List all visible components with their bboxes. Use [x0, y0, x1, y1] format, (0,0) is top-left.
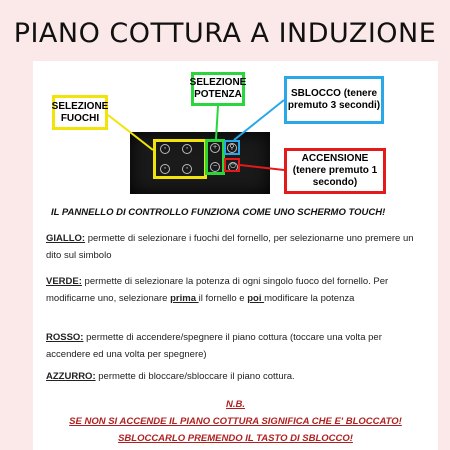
nb-heading: N.B.	[226, 399, 245, 410]
burner-icon: ◦	[160, 144, 170, 154]
label-selezione-fuochi: SELEZIONE FUOCHI	[52, 95, 108, 130]
label-rosso: ROSSO:	[46, 332, 84, 343]
lock-icon: ⚲	[227, 143, 237, 153]
text-rosso: permette di accendere/spegnere il piano cottura (toccare una volta per accendere ed una volta per spegnere)	[46, 332, 382, 360]
label-azzurro: AZZURRO:	[46, 371, 96, 382]
label-accensione: ACCENSIONE (tenere premuto 1 secondo)	[284, 148, 386, 194]
minus-icon: −	[210, 162, 220, 172]
label-verde: VERDE:	[46, 276, 82, 287]
text-verde-poi: poi	[247, 293, 265, 304]
burner-icon: ◦	[182, 164, 192, 174]
label-giallo: GIALLO:	[46, 233, 86, 244]
text-verde-2: il fornello e	[198, 293, 248, 304]
power-icon: ⏻	[228, 162, 238, 172]
text-verde-3: modificare la potenza	[264, 293, 355, 304]
label-selezione-potenza: SELEZIONE POTENZA	[191, 72, 245, 106]
paragraph-giallo	[46, 230, 418, 264]
paragraph-azzurro	[46, 368, 418, 385]
nb-line-1: SE NON SI ACCENDE IL PIANO COTTURA SIGNIFICA CHE E' BLOCCATO!	[69, 416, 402, 427]
nb-line-2: SBLOCCARLO PREMENDO IL TASTO DI SBLOCCO!	[118, 433, 353, 444]
text-azzurro: permette di bloccare/sbloccare il piano cottura.	[95, 371, 295, 382]
plus-icon: +	[210, 143, 220, 153]
text-giallo: permette di selezionare i fuochi del fornello, per selezionarne uno premere un dito sul simbolo	[46, 233, 414, 261]
text-verde-1: permette di selezionare la potenza di ogni singolo fuoco del fornello. Per modificarne uno, selezionare	[46, 276, 389, 304]
text-verde-prima: prima	[170, 293, 199, 304]
paragraph-verde	[46, 273, 418, 307]
burner-icon: ◦	[182, 144, 192, 154]
burner-icon: ◦	[160, 164, 170, 174]
page-title: PIANO COTTURA A INDUZIONE	[13, 18, 437, 49]
paragraph-rosso	[46, 329, 418, 363]
headline: IL PANNELLO DI CONTROLLO FUNZIONA COME UNO SCHERMO TOUCH!	[51, 207, 386, 218]
label-sblocco: SBLOCCO (tenere premuto 3 secondi)	[284, 76, 384, 124]
